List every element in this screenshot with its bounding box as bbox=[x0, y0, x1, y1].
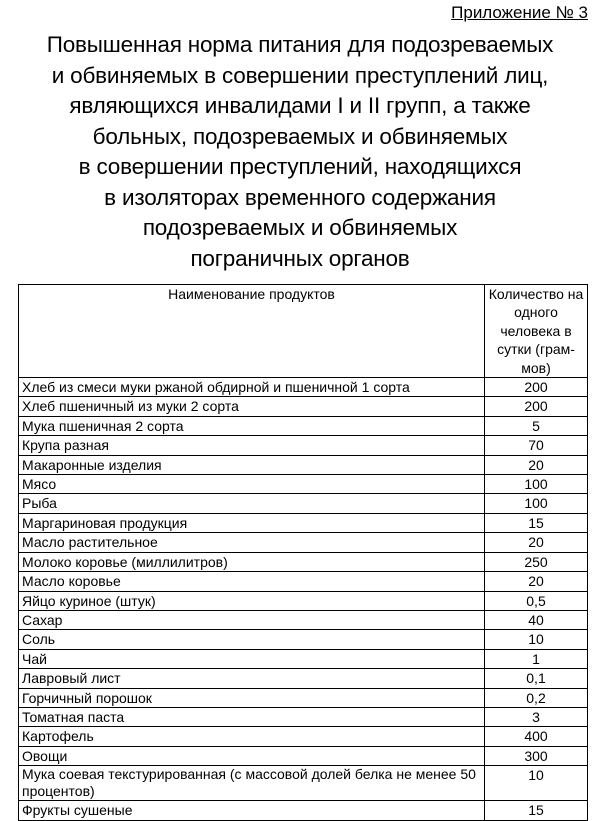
quantity-cell: 100 bbox=[485, 494, 588, 513]
table-row bbox=[19, 649, 588, 668]
table-row bbox=[19, 455, 588, 474]
product-name-cell: Горчичный порошок bbox=[19, 688, 485, 707]
product-name-cell: Мясо bbox=[19, 475, 485, 494]
title-line: больных, подозреваемых и обвиняемых bbox=[92, 123, 508, 149]
table-row bbox=[19, 591, 588, 610]
title-line: подозреваемых и обвиняемых bbox=[142, 215, 458, 240]
product-name-cell: Картофель bbox=[19, 727, 485, 746]
quantity-cell: 10 bbox=[485, 766, 588, 801]
product-name-cell: Фрукты сушеные bbox=[19, 801, 485, 820]
quantity-cell: 400 bbox=[485, 727, 588, 746]
table-row bbox=[19, 533, 588, 552]
table-row bbox=[19, 552, 588, 571]
product-name-cell: Чай bbox=[19, 649, 485, 668]
column-header-name: Наименование продуктов bbox=[19, 285, 485, 378]
product-name-cell: Макаронные изделия bbox=[19, 455, 485, 474]
quantity-cell: 5 bbox=[485, 416, 588, 435]
table-row bbox=[19, 669, 588, 688]
quantity-cell: 20 bbox=[485, 533, 588, 552]
product-name-cell: Молоко коровье (миллилитров) bbox=[19, 552, 485, 571]
quantity-cell: 10 bbox=[485, 630, 588, 649]
appendix-label: Приложение № 3 bbox=[451, 3, 588, 22]
table-row bbox=[19, 707, 588, 726]
quantity-cell: 300 bbox=[485, 746, 588, 765]
product-name-cell: Хлеб пшеничный из муки 2 сорта bbox=[19, 397, 485, 416]
quantity-cell: 0,5 bbox=[485, 591, 588, 610]
table-row bbox=[19, 746, 588, 765]
title-line: в изоляторах временного содержания bbox=[104, 184, 496, 210]
product-name-cell: Крупа разная bbox=[19, 436, 485, 455]
title-line: Повышенная норма питания для подозреваемых bbox=[46, 32, 554, 57]
quantity-cell: 100 bbox=[485, 475, 588, 494]
table-row bbox=[19, 378, 588, 397]
quantity-cell: 200 bbox=[485, 397, 588, 416]
product-name-cell: Рыба bbox=[19, 494, 485, 513]
quantity-cell: 3 bbox=[485, 707, 588, 726]
quantity-cell: 40 bbox=[485, 610, 588, 629]
quantity-cell: 250 bbox=[485, 552, 588, 571]
food-norms-table bbox=[18, 284, 588, 821]
table-row bbox=[19, 513, 588, 532]
title-line: и обвиняемых в совершении преступлений лиц, bbox=[51, 62, 549, 88]
table-row bbox=[19, 572, 588, 591]
table-row bbox=[19, 494, 588, 513]
table-header-row bbox=[19, 285, 588, 378]
table-row bbox=[19, 801, 588, 820]
table-row bbox=[19, 630, 588, 649]
title-line: являющихся инвалидами I и II групп, а также bbox=[69, 93, 531, 118]
product-name-cell: Мука пшеничная 2 сорта bbox=[19, 416, 485, 435]
product-name-cell: Масло коровье bbox=[19, 572, 485, 591]
quantity-cell: 1 bbox=[485, 649, 588, 668]
quantity-cell: 200 bbox=[485, 378, 588, 397]
product-name-cell: Масло растительное bbox=[19, 533, 485, 552]
product-name-cell: Мука соевая текстурированная (с массовой долей белка не менее 50 процентов) bbox=[19, 766, 485, 801]
product-name-cell: Соль bbox=[19, 630, 485, 649]
product-name-cell: Сахар bbox=[19, 610, 485, 629]
quantity-cell: 15 bbox=[485, 513, 588, 532]
table-row bbox=[19, 475, 588, 494]
table-row bbox=[19, 766, 588, 801]
table-row bbox=[19, 610, 588, 629]
product-name-cell: Яйцо куриное (штук) bbox=[19, 591, 485, 610]
table-row bbox=[19, 397, 588, 416]
table-row bbox=[19, 727, 588, 746]
product-name-cell: Хлеб из смеси муки ржаной обдирной и пшеничной 1 сорта bbox=[19, 378, 485, 397]
product-name-cell: Томатная паста bbox=[19, 707, 485, 726]
quantity-cell: 15 bbox=[485, 801, 588, 820]
table-row bbox=[19, 416, 588, 435]
table-row bbox=[19, 436, 588, 455]
quantity-cell: 70 bbox=[485, 436, 588, 455]
product-name-cell: Лавровый лист bbox=[19, 669, 485, 688]
document-title bbox=[8, 30, 592, 274]
quantity-cell: 20 bbox=[485, 572, 588, 591]
table-row bbox=[19, 688, 588, 707]
quantity-cell: 20 bbox=[485, 455, 588, 474]
title-line: пограничных органов bbox=[190, 245, 410, 271]
column-header-quantity: Количество на одного человека в сутки (грам-мов) bbox=[485, 285, 588, 378]
quantity-cell: 0,2 bbox=[485, 688, 588, 707]
product-name-cell: Маргариновая продукция bbox=[19, 513, 485, 532]
product-name-cell: Овощи bbox=[19, 746, 485, 765]
title-line: в совершении преступлений, находящихся bbox=[78, 154, 522, 179]
quantity-cell: 0,1 bbox=[485, 669, 588, 688]
